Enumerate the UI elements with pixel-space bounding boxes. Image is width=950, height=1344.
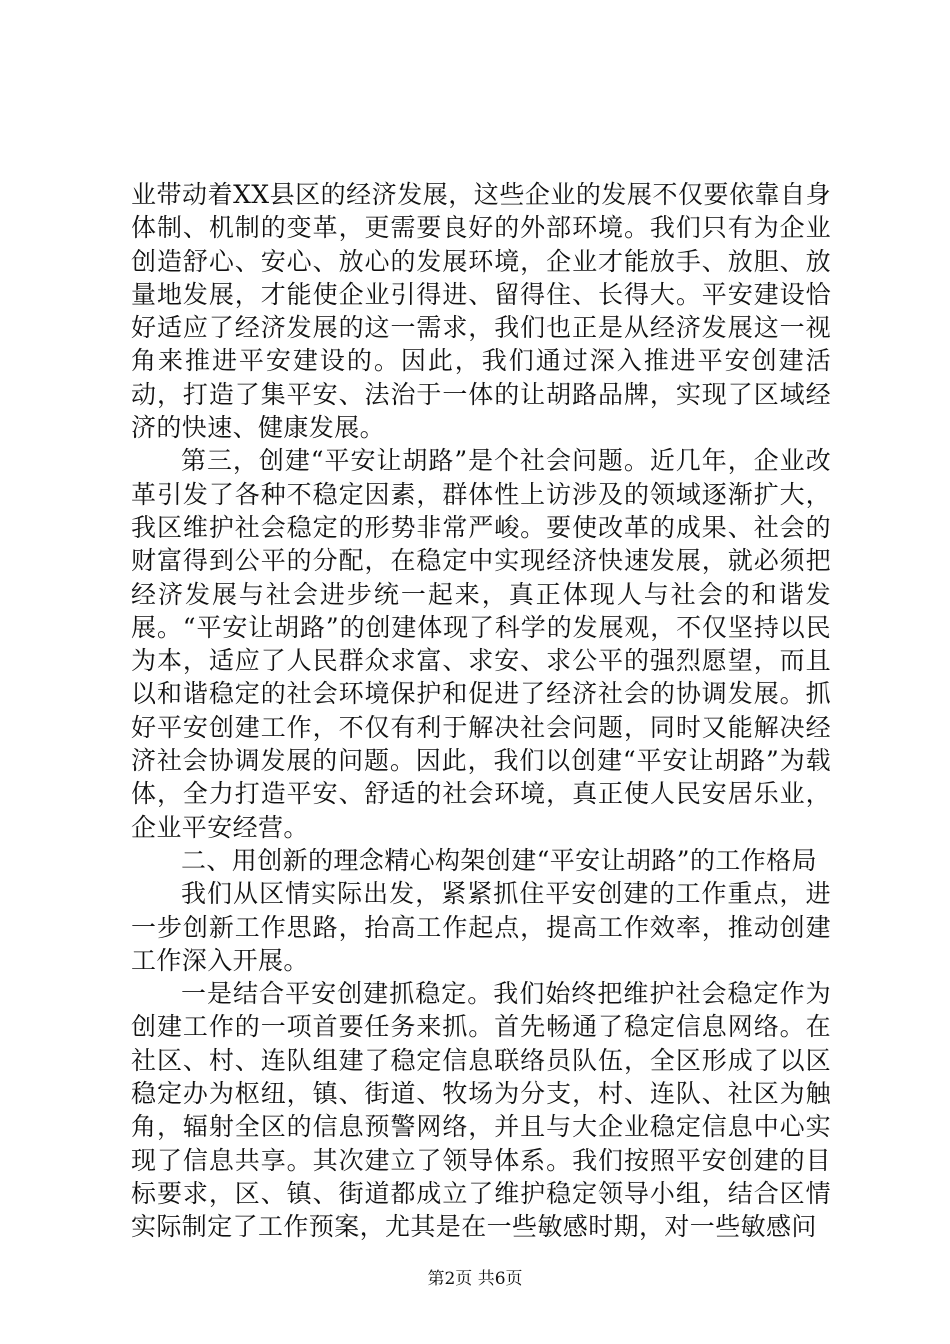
- paragraph-economic-development: 业带动着XX县区的经济发展，这些企业的发展不仅要依靠自身体制、机制的变革，更需要良好的外部环境。我们只有为企业创造舒心、安心、放心的发展环境，企业才能放手、放胆、放量地发展，才能使企业引得进、留得住、长得大。平安建设恰好适应了经济发展的这一需求，我们也正是从经济发展这一视角来推进平安建设的。因此，我们通过深入推进平安创建活动，打造了集平安、法治于一体的让胡路品牌，实现了区域经济的快速、健康发展。: [131, 180, 831, 443]
- paragraph-work-focus: 我们从区情实际出发，紧紧抓住平安创建的工作重点，进一步创新工作思路，抬高工作起点，提高工作效率，推动创建工作深入开展。: [131, 879, 831, 975]
- page-number-footer: 第2页 共6页: [427, 1269, 523, 1289]
- paragraph-stability: 一是结合平安创建抓稳定。我们始终把维护社会稳定作为创建工作的一项首要任务来抓。首先畅通了稳定信息网络。在社区、村、连队组建了稳定信息联络员队伍，全区形成了以区稳定办为枢纽，镇、街道、牧场为分支，村、连队、社区为触角，辐射全区的信息预警网络，并且与大企业稳定信息中心实现了信息共享。其次建立了领导体系。我们按照平安创建的目标要求，区、镇、街道都成立了维护稳定领导小组，结合区情实际制定了工作预案，尤其是在一些敏感时期，对一些敏感问: [131, 979, 831, 1242]
- document-body: [131, 178, 831, 1244]
- paragraph-social-issue: 第三，创建“平安让胡路”是个社会问题。近几年，企业改革引发了各种不稳定因素，群体性上访涉及的领域逐渐扩大，我区维护社会稳定的形势非常严峻。要使改革的成果、社会的财富得到公平的分配，在稳定中实现经济快速发展，就必须把经济发展与社会进步统一起来，真正体现人与社会的和谐发展。“平安让胡路”的创建体现了科学的发展观，不仅坚持以民为本，适应了人民群众求富、求安、求公平的强烈愿望，而且以和谐稳定的社会环境保护和促进了经济社会的协调发展。抓好平安创建工作，不仅有利于解决社会问题，同时又能解决经济社会协调发展的问题。因此，我们以创建“平安让胡路”为载体，全力打造平安、舒适的社会环境，真正使人民安居乐业，企业平安经营。: [131, 446, 831, 842]
- section-heading-work-pattern: 二、用创新的理念精心构架创建“平安让胡路”的工作格局: [181, 845, 817, 875]
